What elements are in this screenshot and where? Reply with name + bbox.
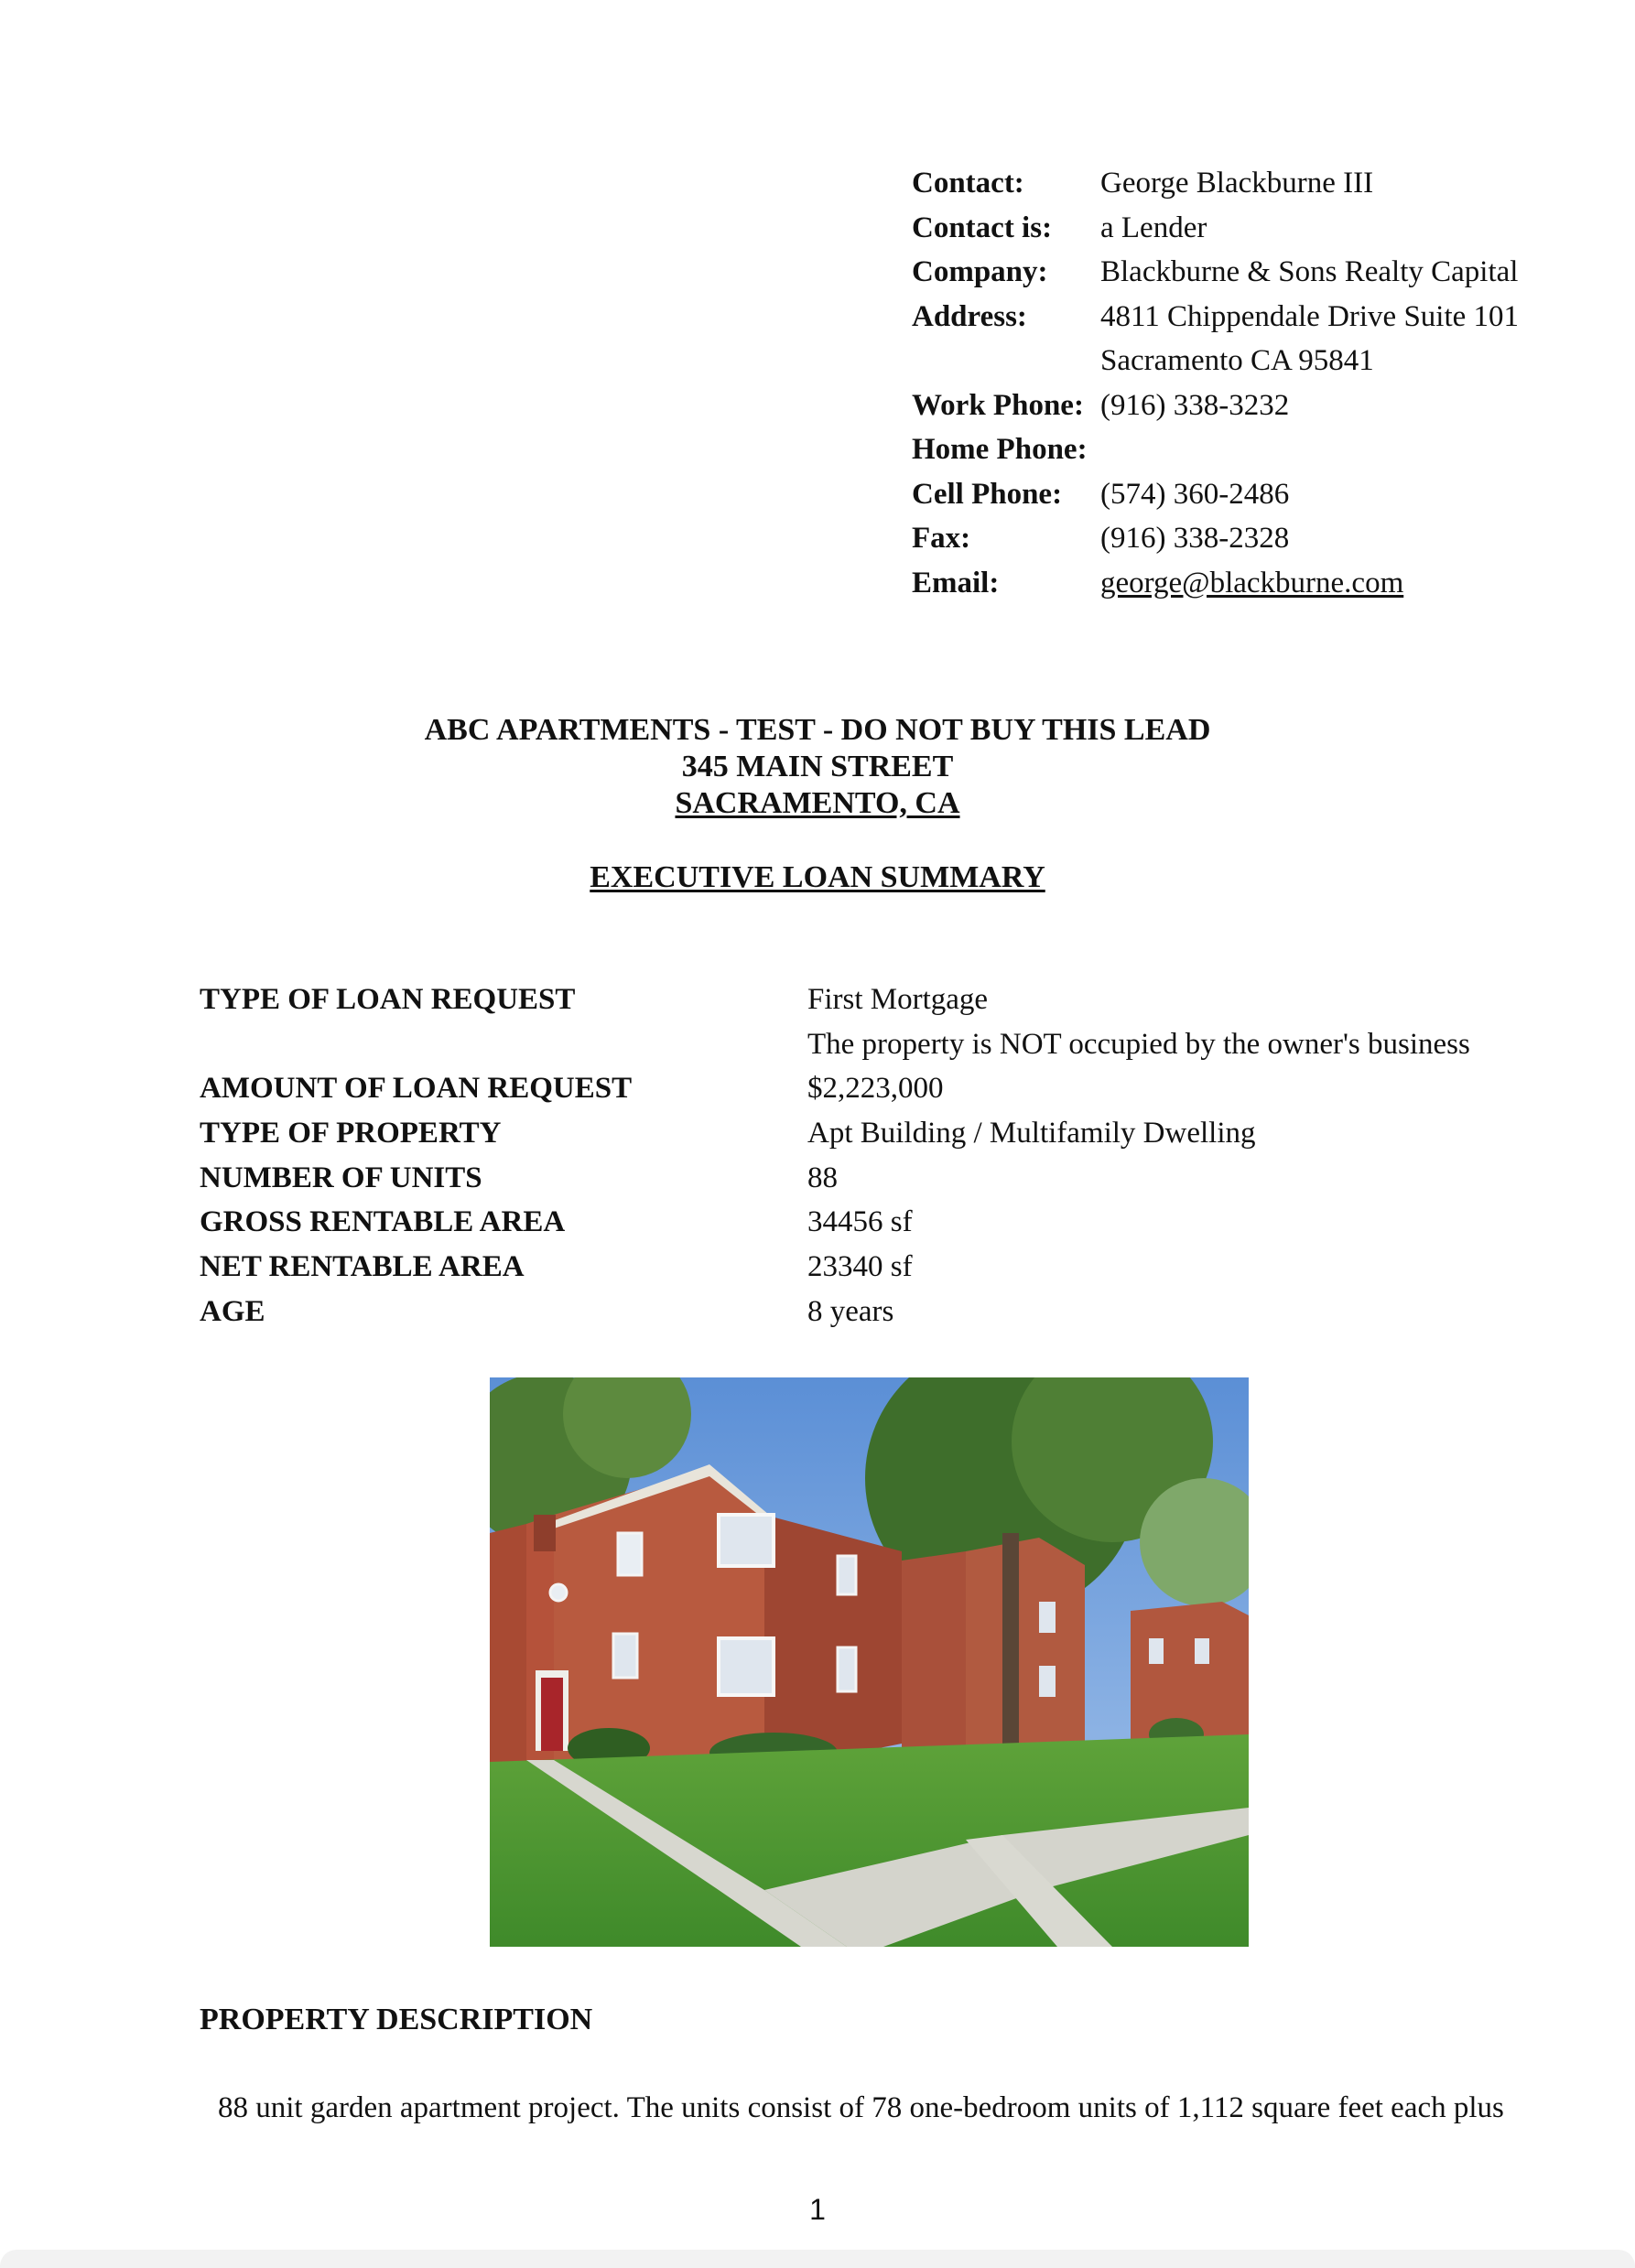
loan-value: The property is NOT occupied by the owner's business [807, 1027, 1470, 1061]
contact-value: a Lender [1100, 211, 1207, 244]
contact-label [912, 339, 1100, 383]
loan-label [200, 1022, 807, 1067]
loan-label: TYPE OF PROPERTY [200, 1117, 502, 1150]
loan-row [200, 1066, 1470, 1111]
contact-row [912, 339, 1519, 383]
loan-label: AMOUNT OF LOAN REQUEST [200, 1072, 633, 1106]
loan-value: Apt Building / Multifamily Dwelling [807, 1117, 1256, 1150]
contact-row [912, 295, 1519, 340]
contact-label: Fax: [912, 522, 971, 555]
contact-row [912, 472, 1519, 517]
property-heading [0, 712, 1635, 822]
email-link[interactable]: george@blackburne.com [1100, 566, 1404, 599]
loan-row [200, 1111, 1470, 1156]
contact-label: Company: [912, 255, 1048, 288]
loan-label: NET RENTABLE AREA [200, 1250, 525, 1284]
loan-value: First Mortgage [807, 983, 989, 1016]
contact-value: George Blackburne III [1100, 167, 1374, 200]
loan-label: NUMBER OF UNITS [200, 1161, 482, 1194]
contact-row [912, 383, 1519, 428]
loan-label: TYPE OF LOAN REQUEST [200, 983, 576, 1016]
contact-row [912, 561, 1519, 606]
loan-row [200, 1290, 1470, 1334]
loan-label: AGE [200, 1294, 265, 1328]
contact-row [912, 516, 1519, 561]
loan-row [200, 1245, 1470, 1290]
loan-value: $2,223,000 [807, 1072, 944, 1106]
page-number: 1 [809, 2193, 826, 2226]
contact-row [912, 161, 1519, 206]
contact-label: Contact is: [912, 211, 1053, 244]
loan-row [200, 1200, 1470, 1245]
contact-label: Work Phone: [912, 388, 1084, 422]
contact-value: Sacramento CA 95841 [1100, 344, 1374, 377]
property-description-text: 88 unit garden apartment project. The units consist of 78 one-bedroom units of 1,112 square feet each plus [218, 2091, 1504, 2124]
property-city: SACRAMENTO, CA [675, 786, 960, 820]
contact-label: Contact: [912, 167, 1024, 200]
loan-value: 88 [807, 1161, 838, 1194]
contact-label: Cell Phone: [912, 477, 1063, 511]
property-description-title: PROPERTY DESCRIPTION [200, 2003, 593, 2036]
summary-title: EXECUTIVE LOAN SUMMARY [590, 860, 1045, 894]
contact-value: (916) 338-2328 [1100, 522, 1290, 555]
property-photo [490, 1377, 1249, 1947]
loan-row [200, 1156, 1470, 1201]
viewer-bottom-bar [0, 2250, 1635, 2268]
contact-value: Blackburne & Sons Realty Capital [1100, 255, 1519, 288]
contact-value: (574) 360-2486 [1100, 477, 1290, 511]
loan-value: 8 years [807, 1294, 894, 1328]
property-name: ABC APARTMENTS - TEST - DO NOT BUY THIS LEAD [424, 713, 1211, 747]
loan-value: 34456 sf [807, 1205, 913, 1239]
loan-summary-table [200, 977, 1470, 1334]
contact-label: Address: [912, 299, 1027, 333]
contact-row [912, 427, 1519, 472]
contact-label: Home Phone: [912, 433, 1088, 466]
loan-label: GROSS RENTABLE AREA [200, 1205, 566, 1239]
contact-block [912, 161, 1519, 605]
contact-label: Email: [912, 566, 1000, 599]
loan-value: 23340 sf [807, 1250, 913, 1284]
contact-row [912, 250, 1519, 295]
loan-row [200, 1022, 1470, 1067]
property-street: 345 MAIN STREET [681, 750, 954, 783]
contact-row [912, 206, 1519, 251]
contact-value: 4811 Chippendale Drive Suite 101 [1100, 299, 1520, 333]
contact-value: (916) 338-3232 [1100, 388, 1290, 422]
loan-row [200, 977, 1470, 1022]
